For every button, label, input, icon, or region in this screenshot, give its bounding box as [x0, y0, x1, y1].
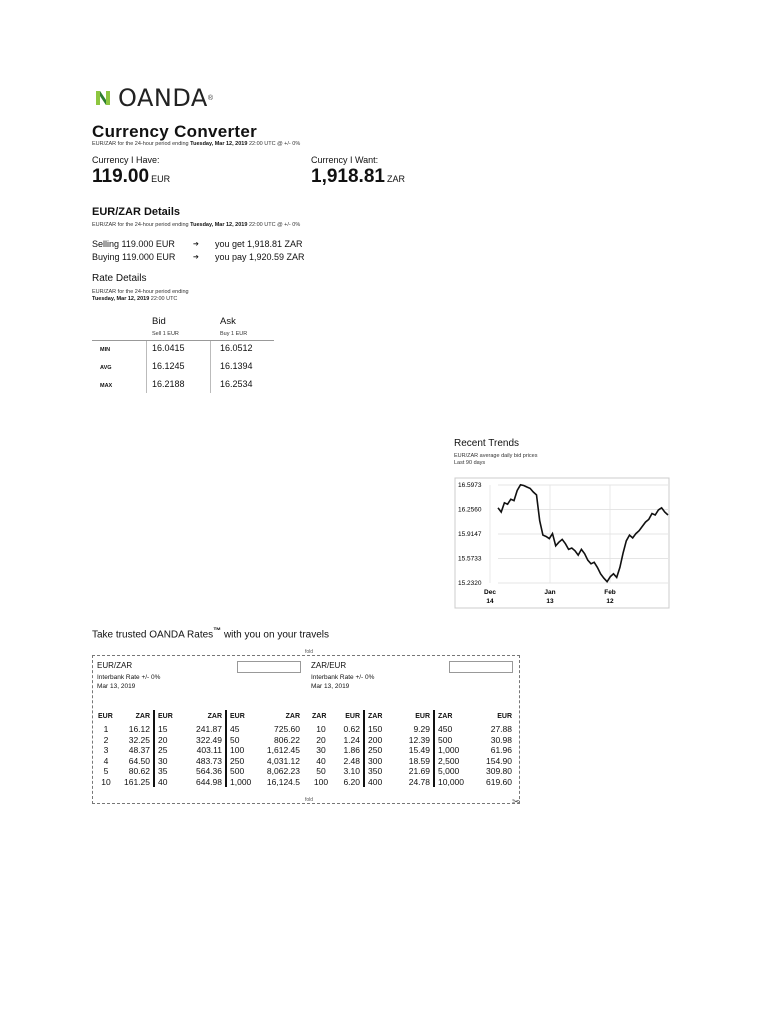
table-cell: 725.60	[274, 724, 300, 734]
table-row	[95, 745, 303, 756]
chart-x-tick-label: Jan	[544, 589, 556, 596]
rate-row-label: AVG	[100, 365, 112, 371]
chart-x-tick-label: 14	[486, 598, 494, 605]
ask-subheader: Buy 1 EUR	[220, 331, 248, 337]
details-period	[92, 222, 300, 228]
fold-label-top: fold	[305, 649, 314, 655]
chart-y-ticks	[458, 482, 482, 587]
travel-card-right	[307, 656, 519, 803]
table-cell: 25	[153, 745, 185, 756]
table-cell: 619.60	[486, 776, 512, 787]
rate-row-bid: 16.0415	[152, 343, 185, 353]
table-cell: 30	[316, 745, 326, 755]
table-cell: 0.62	[343, 724, 360, 734]
want-unit: ZAR	[386, 174, 405, 184]
table-cell: 2.48	[343, 755, 360, 766]
trademark-mark: ™	[213, 626, 222, 635]
travel-tagline	[92, 626, 329, 640]
table-cell: 1.86	[343, 745, 360, 755]
table-cell: 15.49	[408, 745, 430, 755]
table-row	[309, 777, 515, 788]
table-cell: 24.78	[408, 776, 430, 787]
bid-subheader: Sell 1 EUR	[152, 331, 179, 337]
table-row	[309, 766, 515, 777]
table-header-cell: EUR	[497, 712, 512, 720]
selling-text: Selling 119.000 EUR	[92, 239, 175, 249]
details-period-prefix: EUR/ZAR for the 24-hour period ending	[92, 222, 191, 228]
table-cell: 20	[153, 735, 185, 746]
details-period-suffix: 22:00 UTC @ +/- 0%	[247, 222, 301, 228]
chart-y-tick-label: 15.2320	[458, 580, 482, 587]
chart-x-ticks	[484, 589, 616, 605]
converter-period-date: Tuesday, Mar 12, 2019	[190, 141, 248, 147]
table-header-cell: ZAR	[135, 712, 150, 720]
table-row	[309, 735, 515, 746]
details-period-date: Tuesday, Mar 12, 2019	[190, 222, 248, 228]
table-cell: 5	[103, 766, 109, 776]
rate-row-label: MIN	[100, 347, 111, 353]
rate-row	[92, 377, 274, 395]
selling-line	[92, 239, 175, 249]
table-cell: 564.36	[196, 766, 222, 776]
table-cell: 100	[225, 745, 259, 756]
have-amount-block	[92, 166, 170, 188]
chart-series-line	[498, 485, 668, 582]
selling-result: you get 1,918.81 ZAR	[215, 239, 303, 249]
table-cell: 450	[433, 724, 471, 735]
table-cell: 40	[316, 755, 326, 766]
table-cell: 35	[153, 766, 185, 777]
chart-y-tick-label: 15.9147	[458, 530, 482, 538]
table-row	[95, 766, 303, 777]
rate-period-line1: EUR/ZAR for the 24-hour period ending	[92, 289, 189, 295]
table-cell: 2	[103, 734, 109, 745]
table-cell: 27.88	[490, 724, 512, 734]
right-date: Mar 13, 2019	[311, 683, 350, 690]
rate-row-bid: 16.2188	[152, 379, 185, 389]
oanda-logo-icon	[92, 87, 114, 109]
table-cell: 300	[363, 756, 395, 767]
table-cell: 10	[316, 724, 326, 734]
selling-arrow-icon: ➔	[193, 241, 199, 248]
table-cell: 61.96	[490, 745, 512, 755]
table-cell: 161.25	[124, 776, 150, 787]
table-header-cell: ZAR	[207, 712, 222, 720]
want-amount: 1,918.81	[311, 166, 385, 187]
left-conversion-table	[95, 710, 303, 787]
chart-x-tick-label: Feb	[604, 589, 616, 596]
table-header-cell: ZAR	[285, 712, 300, 720]
table-cell: 154.90	[486, 755, 512, 766]
rate-row-ask: 16.0512	[220, 343, 253, 353]
table-cell: 4	[103, 755, 109, 766]
chart-y-tick-label: 16.5973	[458, 482, 482, 489]
left-pair: EUR/ZAR	[97, 661, 133, 670]
table-row	[95, 777, 303, 788]
converter-period-prefix: EUR/ZAR for the 24-hour period ending	[92, 141, 191, 147]
table-cell: 250	[363, 745, 395, 756]
table-cell: 3	[103, 745, 109, 755]
table-header-row	[309, 710, 515, 724]
table-header-cell: EUR	[153, 710, 185, 724]
table-cell: 241.87	[196, 724, 222, 734]
table-cell: 30	[153, 756, 185, 767]
rate-period-line2	[92, 296, 177, 302]
table-header-cell: EUR	[345, 712, 360, 720]
table-cell: 1,000	[225, 777, 259, 788]
table-cell: 4,031.12	[266, 755, 300, 766]
table-cell: 500	[433, 735, 471, 746]
tagline-text: Take trusted OANDA Rates	[92, 629, 214, 641]
left-date: Mar 13, 2019	[97, 683, 136, 690]
right-notes-box[interactable]	[449, 661, 513, 673]
page-title: Currency Converter	[92, 122, 258, 141]
travel-card-left	[93, 656, 305, 803]
table-header-cell: ZAR	[312, 712, 327, 720]
table-cell: 200	[363, 735, 395, 746]
chart-y-tick-label: 16.2560	[458, 506, 482, 514]
want-label: Currency I Want:	[311, 155, 379, 165]
table-cell: 1,612.45	[266, 745, 300, 755]
converter-period	[92, 141, 300, 147]
have-unit: EUR	[151, 174, 171, 184]
table-header-cell: ZAR	[363, 710, 395, 724]
table-cell: 64.50	[128, 755, 150, 766]
right-conversion-table	[309, 710, 515, 787]
chart-x-tick-label: 13	[546, 598, 554, 605]
table-cell: 5,000	[433, 766, 471, 777]
rate-period-date: Tuesday, Mar 12, 2019	[92, 296, 150, 302]
table-cell: 1.24	[343, 734, 360, 745]
left-notes-box[interactable]	[237, 661, 301, 673]
table-cell: 644.98	[196, 776, 222, 787]
tagline-text-2: with you on your travels	[221, 629, 329, 641]
rate-table	[92, 341, 274, 395]
rate-row-bid: 16.1245	[152, 361, 185, 371]
buying-line	[92, 252, 175, 262]
oanda-logo	[92, 84, 213, 112]
table-cell: 100	[313, 776, 329, 787]
table-cell: 9.29	[413, 724, 430, 734]
right-rate: Interbank Rate +/- 0%	[311, 674, 375, 681]
left-rate: Interbank Rate +/- 0%	[97, 674, 161, 681]
table-cell: 6.20	[343, 776, 360, 787]
converter-period-suffix: 22:00 UTC @ +/- 0%	[247, 141, 301, 147]
table-cell: 322.49	[196, 734, 222, 745]
trend-chart	[454, 477, 670, 609]
fold-label-bottom: fold	[305, 797, 314, 803]
table-row	[95, 756, 303, 767]
table-header-cell: EUR	[415, 712, 430, 720]
buying-result: you pay 1,920.59 ZAR	[215, 252, 305, 262]
ask-header: Ask	[220, 316, 236, 327]
bid-header: Bid	[152, 316, 166, 327]
table-cell: 1,000	[433, 745, 471, 756]
trends-subtitle-2: Last 90 days	[454, 460, 486, 466]
table-cell: 350	[363, 766, 395, 777]
rate-period-suffix: 22:00 UTC	[149, 296, 178, 302]
oanda-wordmark: OANDA	[118, 84, 208, 112]
table-cell: 16,124.5	[266, 776, 300, 787]
table-cell: 32.25	[128, 734, 150, 745]
table-cell: 403.11	[196, 745, 222, 755]
table-row	[95, 735, 303, 746]
table-cell: 806.22	[274, 734, 300, 745]
table-cell: 50	[316, 766, 326, 776]
table-header-cell: EUR	[225, 710, 259, 724]
rate-row	[92, 359, 274, 377]
rate-row-ask: 16.1394	[220, 361, 253, 371]
table-row	[309, 724, 515, 735]
table-cell: 20	[316, 734, 326, 745]
chart-y-tick-label: 15.5733	[458, 555, 482, 563]
rate-details-title: Rate Details	[92, 273, 147, 284]
table-cell: 1	[103, 724, 109, 734]
table-cell: 50	[225, 735, 259, 746]
travel-card	[92, 655, 520, 804]
table-cell: 80.62	[128, 766, 150, 776]
table-cell: 250	[225, 756, 259, 767]
want-amount-block	[311, 166, 405, 188]
table-cell: 30.98	[490, 734, 512, 745]
table-header-row	[95, 710, 303, 724]
trends-title: Recent Trends	[454, 438, 520, 449]
buying-text: Buying 119.000 EUR	[92, 252, 176, 262]
table-cell: 500	[225, 766, 259, 777]
chart-x-tick-label: Dec	[484, 589, 496, 596]
table-cell: 15	[153, 724, 185, 735]
scissors-icon: ✂	[512, 797, 521, 808]
table-cell: 483.73	[196, 755, 222, 766]
table-cell: 10	[101, 776, 111, 787]
table-row	[309, 745, 515, 756]
details-title: EUR/ZAR Details	[92, 206, 181, 218]
table-row	[95, 724, 303, 735]
buying-arrow-icon: ➔	[193, 254, 199, 261]
right-pair: ZAR/EUR	[311, 661, 347, 670]
table-header-cell: EUR	[98, 712, 113, 720]
table-cell: 309.80	[486, 766, 512, 776]
table-cell: 400	[363, 777, 395, 788]
table-row	[309, 756, 515, 767]
have-label: Currency I Have:	[92, 155, 160, 165]
table-cell: 150	[363, 724, 395, 735]
table-cell: 8,062.23	[266, 766, 300, 776]
have-amount: 119.00	[92, 166, 150, 187]
table-header-cell: ZAR	[433, 710, 471, 724]
trends-subtitle-1: EUR/ZAR average daily bid prices	[454, 453, 538, 459]
rate-row-ask: 16.2534	[220, 379, 253, 389]
table-cell: 21.69	[408, 766, 430, 776]
table-cell: 18.59	[408, 755, 430, 766]
table-cell: 45	[225, 724, 259, 735]
table-cell: 12.39	[408, 734, 430, 745]
rate-row-label: MAX	[100, 383, 113, 389]
chart-x-tick-label: 12	[606, 598, 614, 605]
table-cell: 40	[153, 777, 185, 788]
table-cell: 16.12	[128, 724, 150, 734]
table-cell: 48.37	[128, 745, 150, 755]
rate-row	[92, 341, 274, 359]
table-cell: 2,500	[433, 756, 471, 767]
table-cell: 10,000	[433, 777, 471, 788]
registered-mark: ®	[207, 94, 213, 102]
table-cell: 3.10	[343, 766, 360, 776]
